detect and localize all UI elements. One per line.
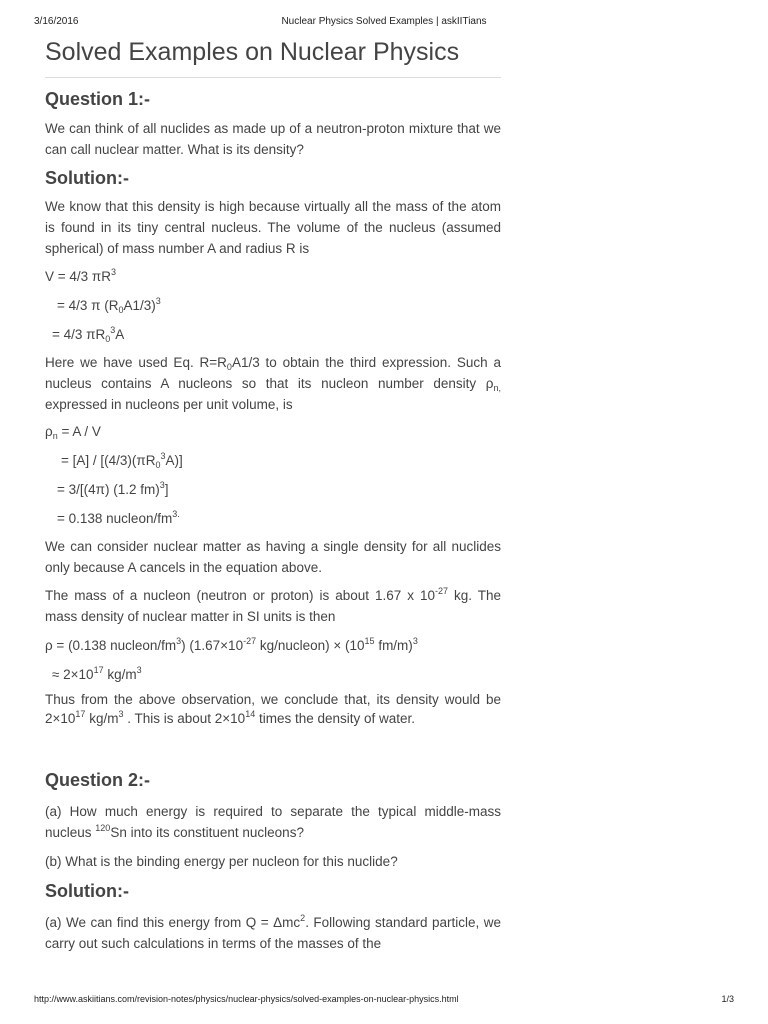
density-eq-1: $\rho_n = A / V$: [45, 424, 101, 441]
volume-eq-2: = 4/3 π $(R_0A1/3)^3$: [57, 296, 161, 315]
volume-eq-3: = 4/3 $\pi R_0^3A$: [52, 325, 125, 344]
solution-1-heading: Solution:-: [45, 168, 129, 188]
solution-2-heading: Solution:-: [45, 881, 129, 901]
question-1-heading: Question 1:-: [45, 89, 151, 109]
solution-1-para-2: Here we have used Eq. $R=R_0A1/3$ to obtain the third expression. Such a nucleus contains A nucleons so that its nucleon number density $\rho_{n,}$ expressed in nucleons per unit volume, is: [45, 355, 501, 412]
document-body: [45, 38, 501, 954]
print-header: [0, 16, 768, 30]
print-page-number: 1/3: [721, 994, 734, 1004]
question-2-part-b: (b) What is the binding energy per nucleon for this nuclide?: [45, 854, 398, 869]
solution-1-para-5: Thus from the above observation, we conclude that, its density would be $2\times 10^{17}$ $kg/m^3$ . This is about $2\times 10^{14}$ times the density of water.: [45, 692, 501, 726]
document-title: Solved Examples on Nuclear Physics: [45, 38, 501, 78]
print-date: 3/16/2016: [34, 16, 79, 27]
mass-density-eq-1: ρ = (0.138 nucleon/$fm^3$) ($1.67\times 10^{-27}$ kg/nucleon) × ($10^{15}$ fm/m)$^3$: [45, 636, 418, 653]
density-eq-2: = $[A] / [(4/3)(\pi R_0^3A)]$: [61, 451, 183, 470]
print-url: http://www.askiitians.com/revision-notes/physics/nuclear-physics/solved-examples-on-nuclear-physics.html: [34, 994, 459, 1004]
solution-1-para-4: The mass of a nucleon (neutron or proton) is about 1.67 x $10^{-27}$ kg. The mass density of nuclear matter in SI units is then: [45, 586, 502, 624]
question-2-heading: Question 2:-: [45, 770, 151, 790]
question-2-part-a: (a) How much energy is required to separate the typical middle-mass nucleus $^{120}$Sn into its constituent nucleons?: [45, 804, 501, 840]
density-eq-3: = 3/[(4π) (1.2 fm)$^3$]: [57, 480, 169, 497]
density-eq-4: = 0.138 nucleon/$fm^{3.}$: [57, 509, 180, 526]
volume-eq-1: V = 4/3 $\pi R^3$: [45, 267, 116, 284]
solution-1-para-1: We know that this density is high because virtually all the mass of the atom is found in its tiny central nucleus. The volume of the nucleus (assumed spherical) of mass number A and radius R is: [45, 199, 501, 256]
print-page-title: Nuclear Physics Solved Examples | askIITians: [281, 16, 487, 27]
question-1-text: We can think of all nuclides as made up of a neutron-proton mixture that we can call nuclear matter. What is its density?: [45, 121, 501, 157]
solution-2-para-1: (a) We can find this energy from Q = Δmc$^2$. Following standard particle, we carry out such calculations in terms of the masses of the: [45, 913, 502, 951]
solution-1-para-3: We can consider nuclear matter as having a single density for all nuclides only because A cancels in the equation above.: [45, 539, 501, 575]
mass-density-eq-2: ≈ $2\times 10^{17}$ $kg/m^3$: [52, 665, 142, 682]
